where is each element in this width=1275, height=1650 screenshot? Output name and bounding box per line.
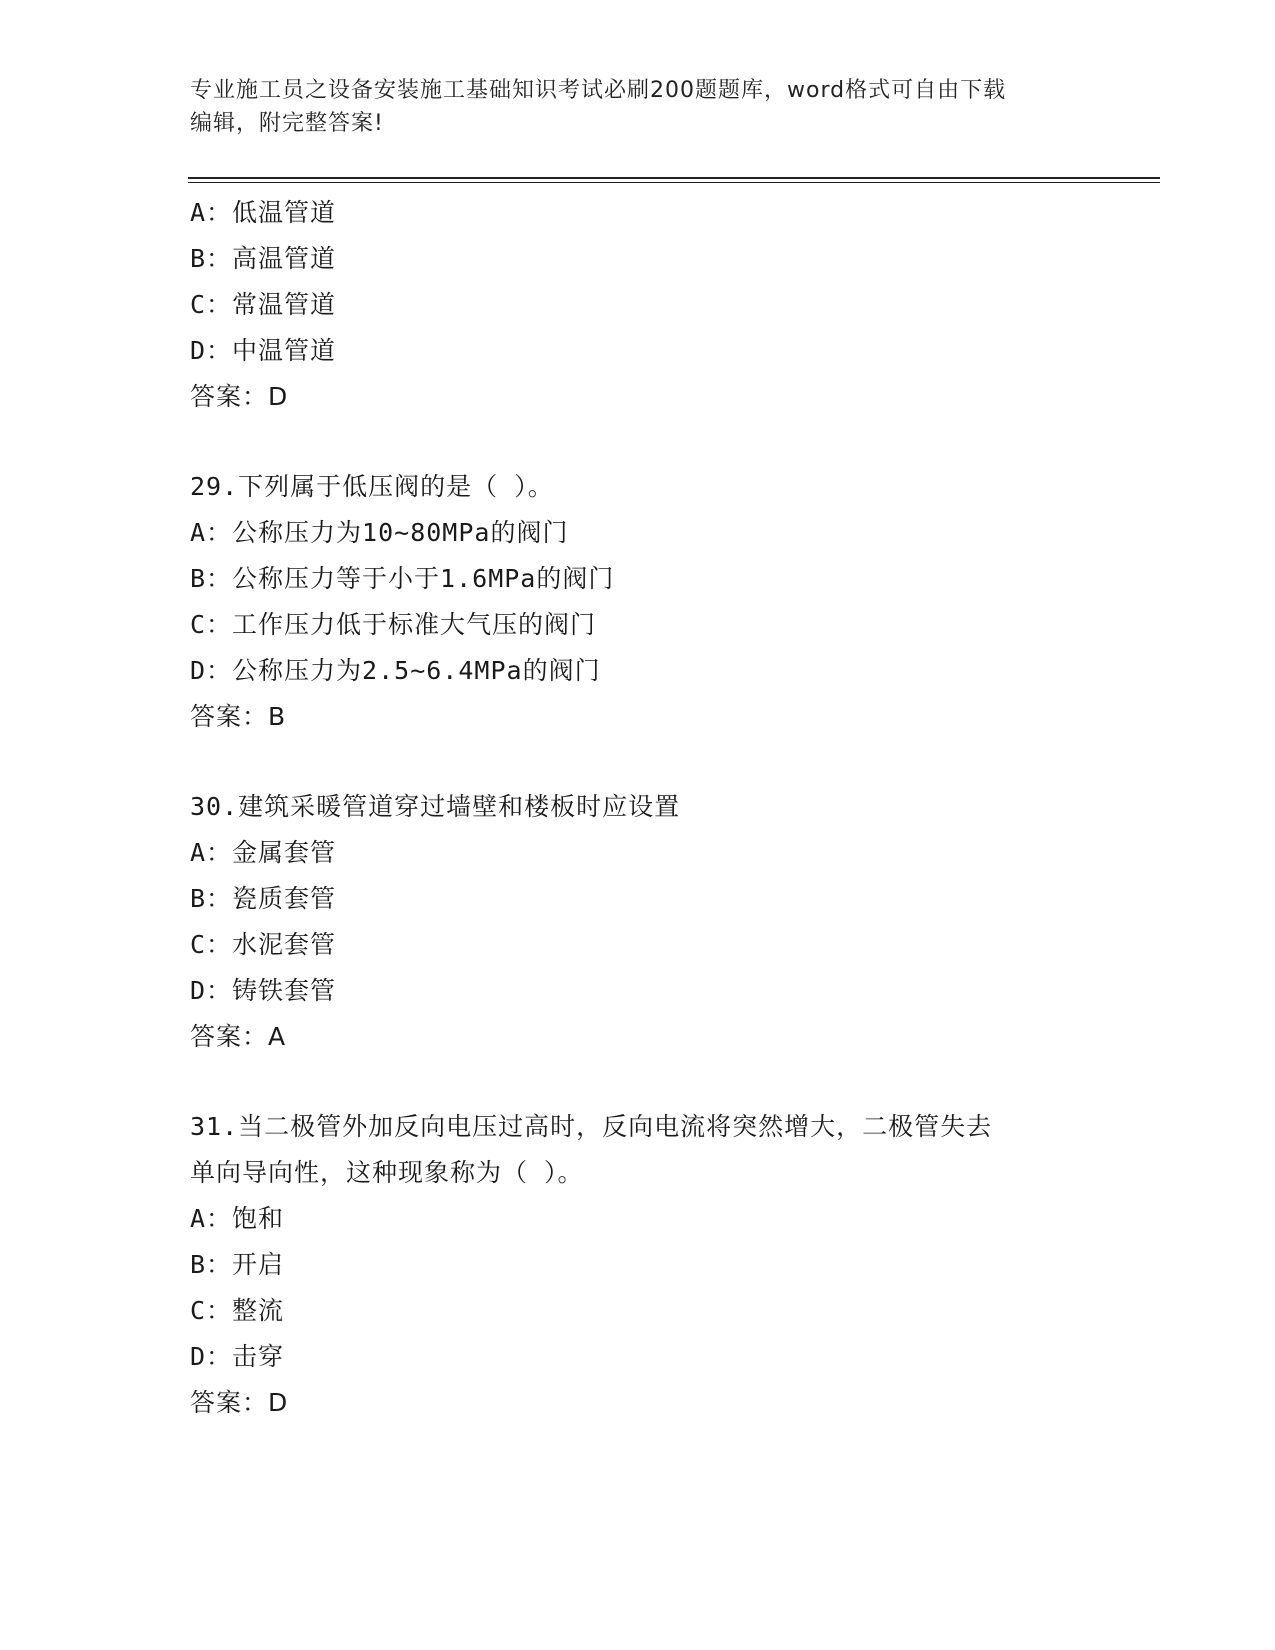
option-d: D：击穿 [190, 1342, 285, 1371]
option-b: B：高温管道 [190, 244, 337, 273]
option-a: A：低温管道 [190, 198, 337, 227]
option-b: B：瓷质套管 [190, 884, 337, 913]
question-block-31 [190, 1104, 1150, 1426]
header-rule-thin [188, 182, 1160, 183]
question-stem-line-1: 31.当二极管外加反向电压过高时，反向电流将突然增大，二极管失去 [190, 1112, 993, 1141]
question-stem: 30.建筑采暖管道穿过墙壁和楼板时应设置 [190, 792, 681, 821]
option-d: D：铸铁套管 [190, 976, 337, 1005]
question-list [190, 190, 1150, 1426]
option-a: A：金属套管 [190, 838, 337, 867]
question-block-29 [190, 464, 1150, 740]
answer-line: 答案：B [190, 702, 287, 731]
option-c: C：整流 [190, 1296, 285, 1325]
option-b: B：开启 [190, 1250, 285, 1279]
option-d: D：中温管道 [190, 336, 337, 365]
option-c: C：常温管道 [190, 290, 337, 319]
question-block-28 [190, 190, 1150, 420]
question-stem: 29.下列属于低压阀的是（ ）。 [190, 472, 554, 501]
option-b: B：公称压力等于小于1.6MPa的阀门 [190, 564, 615, 593]
option-c: C：工作压力低于标准大气压的阀门 [190, 610, 597, 639]
question-block-30 [190, 784, 1150, 1060]
answer-line: 答案：D [190, 382, 289, 411]
header-line-2: 编辑，附完整答案! [190, 111, 384, 136]
question-stem-line-2: 单向导向性，这种现象称为（ ）。 [190, 1158, 584, 1187]
header-rule-thick [188, 177, 1160, 179]
option-a: A：饱和 [190, 1204, 285, 1233]
document-header [190, 74, 1090, 140]
option-c: C：水泥套管 [190, 930, 337, 959]
option-d: D：公称压力为2.5~6.4MPa的阀门 [190, 656, 601, 685]
option-a: A：公称压力为10~80MPa的阀门 [190, 518, 569, 547]
answer-line: 答案：A [190, 1022, 287, 1051]
header-line-1: 专业施工员之设备安装施工基础知识考试必刷200题题库，word格式可自由下载 [190, 78, 1007, 103]
answer-line: 答案：D [190, 1388, 289, 1417]
